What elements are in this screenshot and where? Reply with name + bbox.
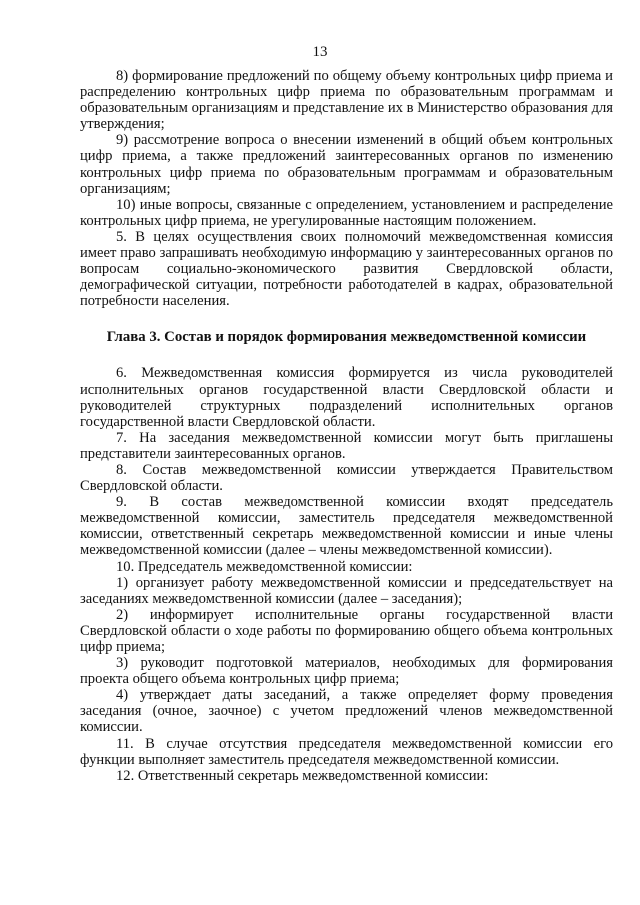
paragraph-item-8: 8) формирование предложений по общему объему контрольных цифр приема и распределению контрольных цифр приема по образовательным программам и образовательным организациям и представление их в Министерство образования для утверждения; [80,68,613,133]
paragraph-clause-7: 7. На заседания межведомственной комиссии могут быть приглашены представители заинтересованных органов. [80,429,613,462]
paragraph-clause-9: 9. В состав межведомственной комиссии входят председатель межведомственной комиссии, заместитель председателя межведомственной комиссии, ответственный секретарь межведомственной комиссии и иные члены межведомственной комиссии (далее – члены межведомственной комиссии). [80,494,613,559]
paragraph-subitem-2: 2) информирует исполнительные органы государственной власти Свердловской области о ходе работы по формированию общего объема контрольных цифр приема; [80,606,613,655]
paragraph-item-9: 9) рассмотрение вопроса о внесении изменений в общий объем контрольных цифр приема, а также предложений заинтересованных органов по изменению контрольных цифр приема по образовательным программам и образовательным организациям; [80,132,613,197]
paragraph-clause-12: 12. Ответственный секретарь межведомственной комиссии: [116,767,489,784]
paragraph-subitem-3: 3) руководит подготовкой материалов, необходимых для формирования проекта общего объема контрольных цифр приема; [80,655,613,688]
paragraph-clause-8: 8. Состав межведомственной комиссии утверждается Правительством Свердловской области. [80,461,613,495]
paragraph-clause-6: 6. Межведомственная комиссия формируется из числа руководителей исполнительных органов государственной власти Свердловской области и руководителей структурных подразделений исполнительных органов государственной власти Свердловской области. [80,365,613,430]
paragraph-clause-10: 10. Председатель межведомственной комиссии: [116,558,413,575]
paragraph-clause-5: 5. В целях осуществления своих полномочий межведомственная комиссия имеет право запрашивать необходимую информацию у заинтересованных органов по вопросам социально-экономического развития Свердловской области, демографической ситуации, потребности работодателей в кадрах, образовательной потребности населения. [80,228,613,310]
paragraph-subitem-4: 4) утверждает даты заседаний, а также определяет форму проведения заседания (очное, заочное) с учетом предложений членов межведомственной комиссии. [80,687,613,736]
chapter-heading: Глава 3. Состав и порядок формирования межведомственной комиссии [106,329,587,346]
paragraph-clause-11: 11. В случае отсутствия председателя межведомственной комиссии его функции выполняет заместитель председателя межведомственной комиссии. [80,735,613,768]
document-body [80,68,613,784]
paragraph-subitem-1: 1) организует работу межведомственной комиссии и председательствует на заседаниях межведомственной комиссии (далее – заседания); [80,574,613,607]
paragraph-item-10: 10) иные вопросы, связанные с определением, установлением и распределение контрольных цифр приема, не урегулированные настоящим положением. [80,196,613,229]
page-number: 13 [312,44,328,60]
